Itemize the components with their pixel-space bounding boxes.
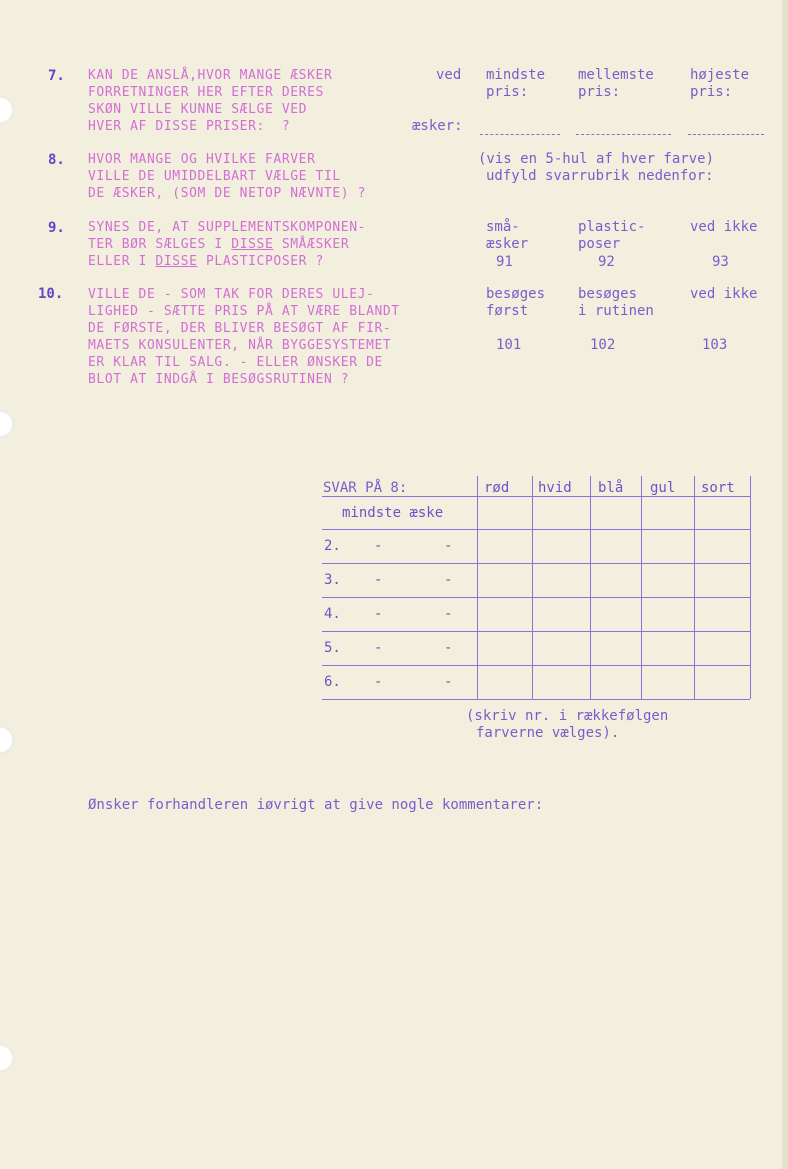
table-header-color: blå bbox=[598, 480, 624, 496]
comment-area[interactable] bbox=[86, 825, 766, 1125]
question-9-option-label: plastic- bbox=[578, 219, 646, 235]
question-9-option-label: små- bbox=[486, 219, 520, 235]
question-9-option-label: æsker bbox=[486, 236, 529, 252]
table-note: farverne vælges). bbox=[476, 725, 620, 741]
question-10-option-code[interactable]: 103 bbox=[702, 337, 728, 353]
table-rule bbox=[322, 529, 750, 530]
question-10-text-line: ER KLAR TIL SALG. - ELLER ØNSKER DE bbox=[88, 355, 383, 370]
table-row-dash: - bbox=[374, 606, 383, 622]
question-7-text-line: HVER AF DISSE PRISER: ? bbox=[88, 119, 291, 134]
table-row-dash: - bbox=[374, 572, 383, 588]
punch-hole bbox=[0, 726, 14, 754]
question-10-option-label: besøges bbox=[578, 286, 638, 302]
table-title: SVAR PÅ 8: bbox=[323, 480, 408, 496]
question-7-col-header: mindste bbox=[486, 67, 546, 83]
question-9-number: 9. bbox=[48, 220, 65, 236]
table-row-dash: - bbox=[374, 538, 383, 554]
question-9-text-line: TER BØR SÆLGES I DISSE SMÅÆSKER bbox=[88, 237, 350, 252]
question-7-esker-label: æsker: bbox=[412, 118, 463, 134]
table-header-color: hvid bbox=[538, 480, 572, 496]
punch-hole bbox=[0, 1044, 14, 1072]
table-row-label: 2. bbox=[324, 538, 341, 554]
table-rule bbox=[322, 597, 750, 598]
table-row-dash: - bbox=[444, 606, 453, 622]
question-7-text-line: KAN DE ANSLÅ,HVOR MANGE ÆSKER bbox=[88, 68, 333, 83]
table-header-color: rød bbox=[484, 480, 510, 496]
question-10-option-label: i rutinen bbox=[578, 303, 654, 319]
table-row-dash: - bbox=[374, 640, 383, 656]
question-10-text-line: BLOT AT INDGÅ I BESØGSRUTINEN ? bbox=[88, 372, 350, 387]
table-note: (skriv nr. i rækkefølgen bbox=[466, 708, 669, 724]
question-10-option-label: ved ikke bbox=[690, 286, 758, 302]
question-10-option-label: besøges bbox=[486, 286, 546, 302]
table-rule bbox=[322, 665, 750, 666]
table-header-color: sort bbox=[701, 480, 735, 496]
question-10-number: 10. bbox=[38, 286, 64, 302]
table-row-label: 4. bbox=[324, 606, 341, 622]
table-rule bbox=[750, 476, 751, 699]
table-rule bbox=[532, 476, 533, 699]
question-9-option-code[interactable]: 91 bbox=[496, 254, 513, 270]
table-rule bbox=[322, 631, 750, 632]
table-rule bbox=[322, 699, 750, 700]
question-8-text-line: HVOR MANGE OG HVILKE FARVER bbox=[88, 152, 316, 167]
table-rule bbox=[477, 476, 478, 699]
table-row-dash: - bbox=[444, 572, 453, 588]
table-rule bbox=[590, 476, 591, 699]
question-9-text-line: SYNES DE, AT SUPPLEMENTSKOMPONEN- bbox=[88, 220, 367, 235]
question-7-text-line: FORRETNINGER HER EFTER DERES bbox=[88, 85, 324, 100]
question-10-text-line: VILLE DE - SOM TAK FOR DERES ULEJ- bbox=[88, 287, 375, 302]
table-row-dash: - bbox=[444, 674, 453, 690]
punch-hole bbox=[0, 410, 14, 438]
paper-edge bbox=[782, 0, 788, 1169]
question-7-col-header: pris: bbox=[486, 84, 529, 100]
table-row-label: 5. bbox=[324, 640, 341, 656]
question-8-text-line: VILLE DE UMIDDELBART VÆLGE TIL bbox=[88, 169, 341, 184]
question-7-text-line: SKØN VILLE KUNNE SÆLGE VED bbox=[88, 102, 308, 117]
question-9-option-label: ved ikke bbox=[690, 219, 758, 235]
table-rule bbox=[322, 563, 750, 564]
question-8-number: 8. bbox=[48, 152, 65, 168]
question-9-option-label: poser bbox=[578, 236, 621, 252]
question-10-option-label: først bbox=[486, 303, 529, 319]
question-8-text-line: DE ÆSKER, (SOM DE NETOP NÆVNTE) ? bbox=[88, 186, 367, 201]
answer-line-mellemste[interactable] bbox=[576, 134, 671, 135]
question-7-number: 7. bbox=[48, 68, 65, 84]
question-7-col-header: højeste bbox=[690, 67, 750, 83]
question-10-text-line: LIGHED - SÆTTE PRIS PÅ AT VÆRE BLANDT bbox=[88, 304, 400, 319]
question-10-text-line: MAETS KONSULENTER, NÅR BYGGESYSTEMET bbox=[88, 338, 392, 353]
comment-prompt: Ønsker forhandleren iøvrigt at give nogle kommentarer: bbox=[88, 797, 544, 813]
question-9-text-line: ELLER I DISSE PLASTICPOSER ? bbox=[88, 254, 324, 269]
answer-line-hojeste[interactable] bbox=[688, 134, 764, 135]
table-row-label: 6. bbox=[324, 674, 341, 690]
question-10-option-code[interactable]: 102 bbox=[590, 337, 616, 353]
table-row-dash: - bbox=[374, 674, 383, 690]
question-10-text-line: DE FØRSTE, DER BLIVER BESØGT AF FIR- bbox=[88, 321, 392, 336]
question-7-col-header: mellemste bbox=[578, 67, 654, 83]
table-row-dash: - bbox=[444, 538, 453, 554]
table-rule bbox=[641, 476, 642, 699]
table-header-color: gul bbox=[650, 480, 676, 496]
table-rule bbox=[322, 496, 750, 497]
question-7-col-header: pris: bbox=[690, 84, 733, 100]
question-9-option-code[interactable]: 92 bbox=[598, 254, 615, 270]
table-row-dash: - bbox=[444, 640, 453, 656]
table-rule bbox=[694, 476, 695, 699]
question-7-col-header: pris: bbox=[578, 84, 621, 100]
table-row-label: mindste æske bbox=[342, 505, 444, 521]
question-8-answer: (vis en 5-hul af hver farve) bbox=[478, 151, 715, 167]
table-row-label: 3. bbox=[324, 572, 341, 588]
question-10-option-code[interactable]: 101 bbox=[496, 337, 522, 353]
question-7-ved: ved bbox=[436, 67, 462, 83]
question-9-option-code[interactable]: 93 bbox=[712, 254, 729, 270]
punch-hole bbox=[0, 96, 14, 124]
answer-line-mindste[interactable] bbox=[480, 134, 560, 135]
question-8-answer: udfyld svarrubrik nedenfor: bbox=[486, 168, 714, 184]
